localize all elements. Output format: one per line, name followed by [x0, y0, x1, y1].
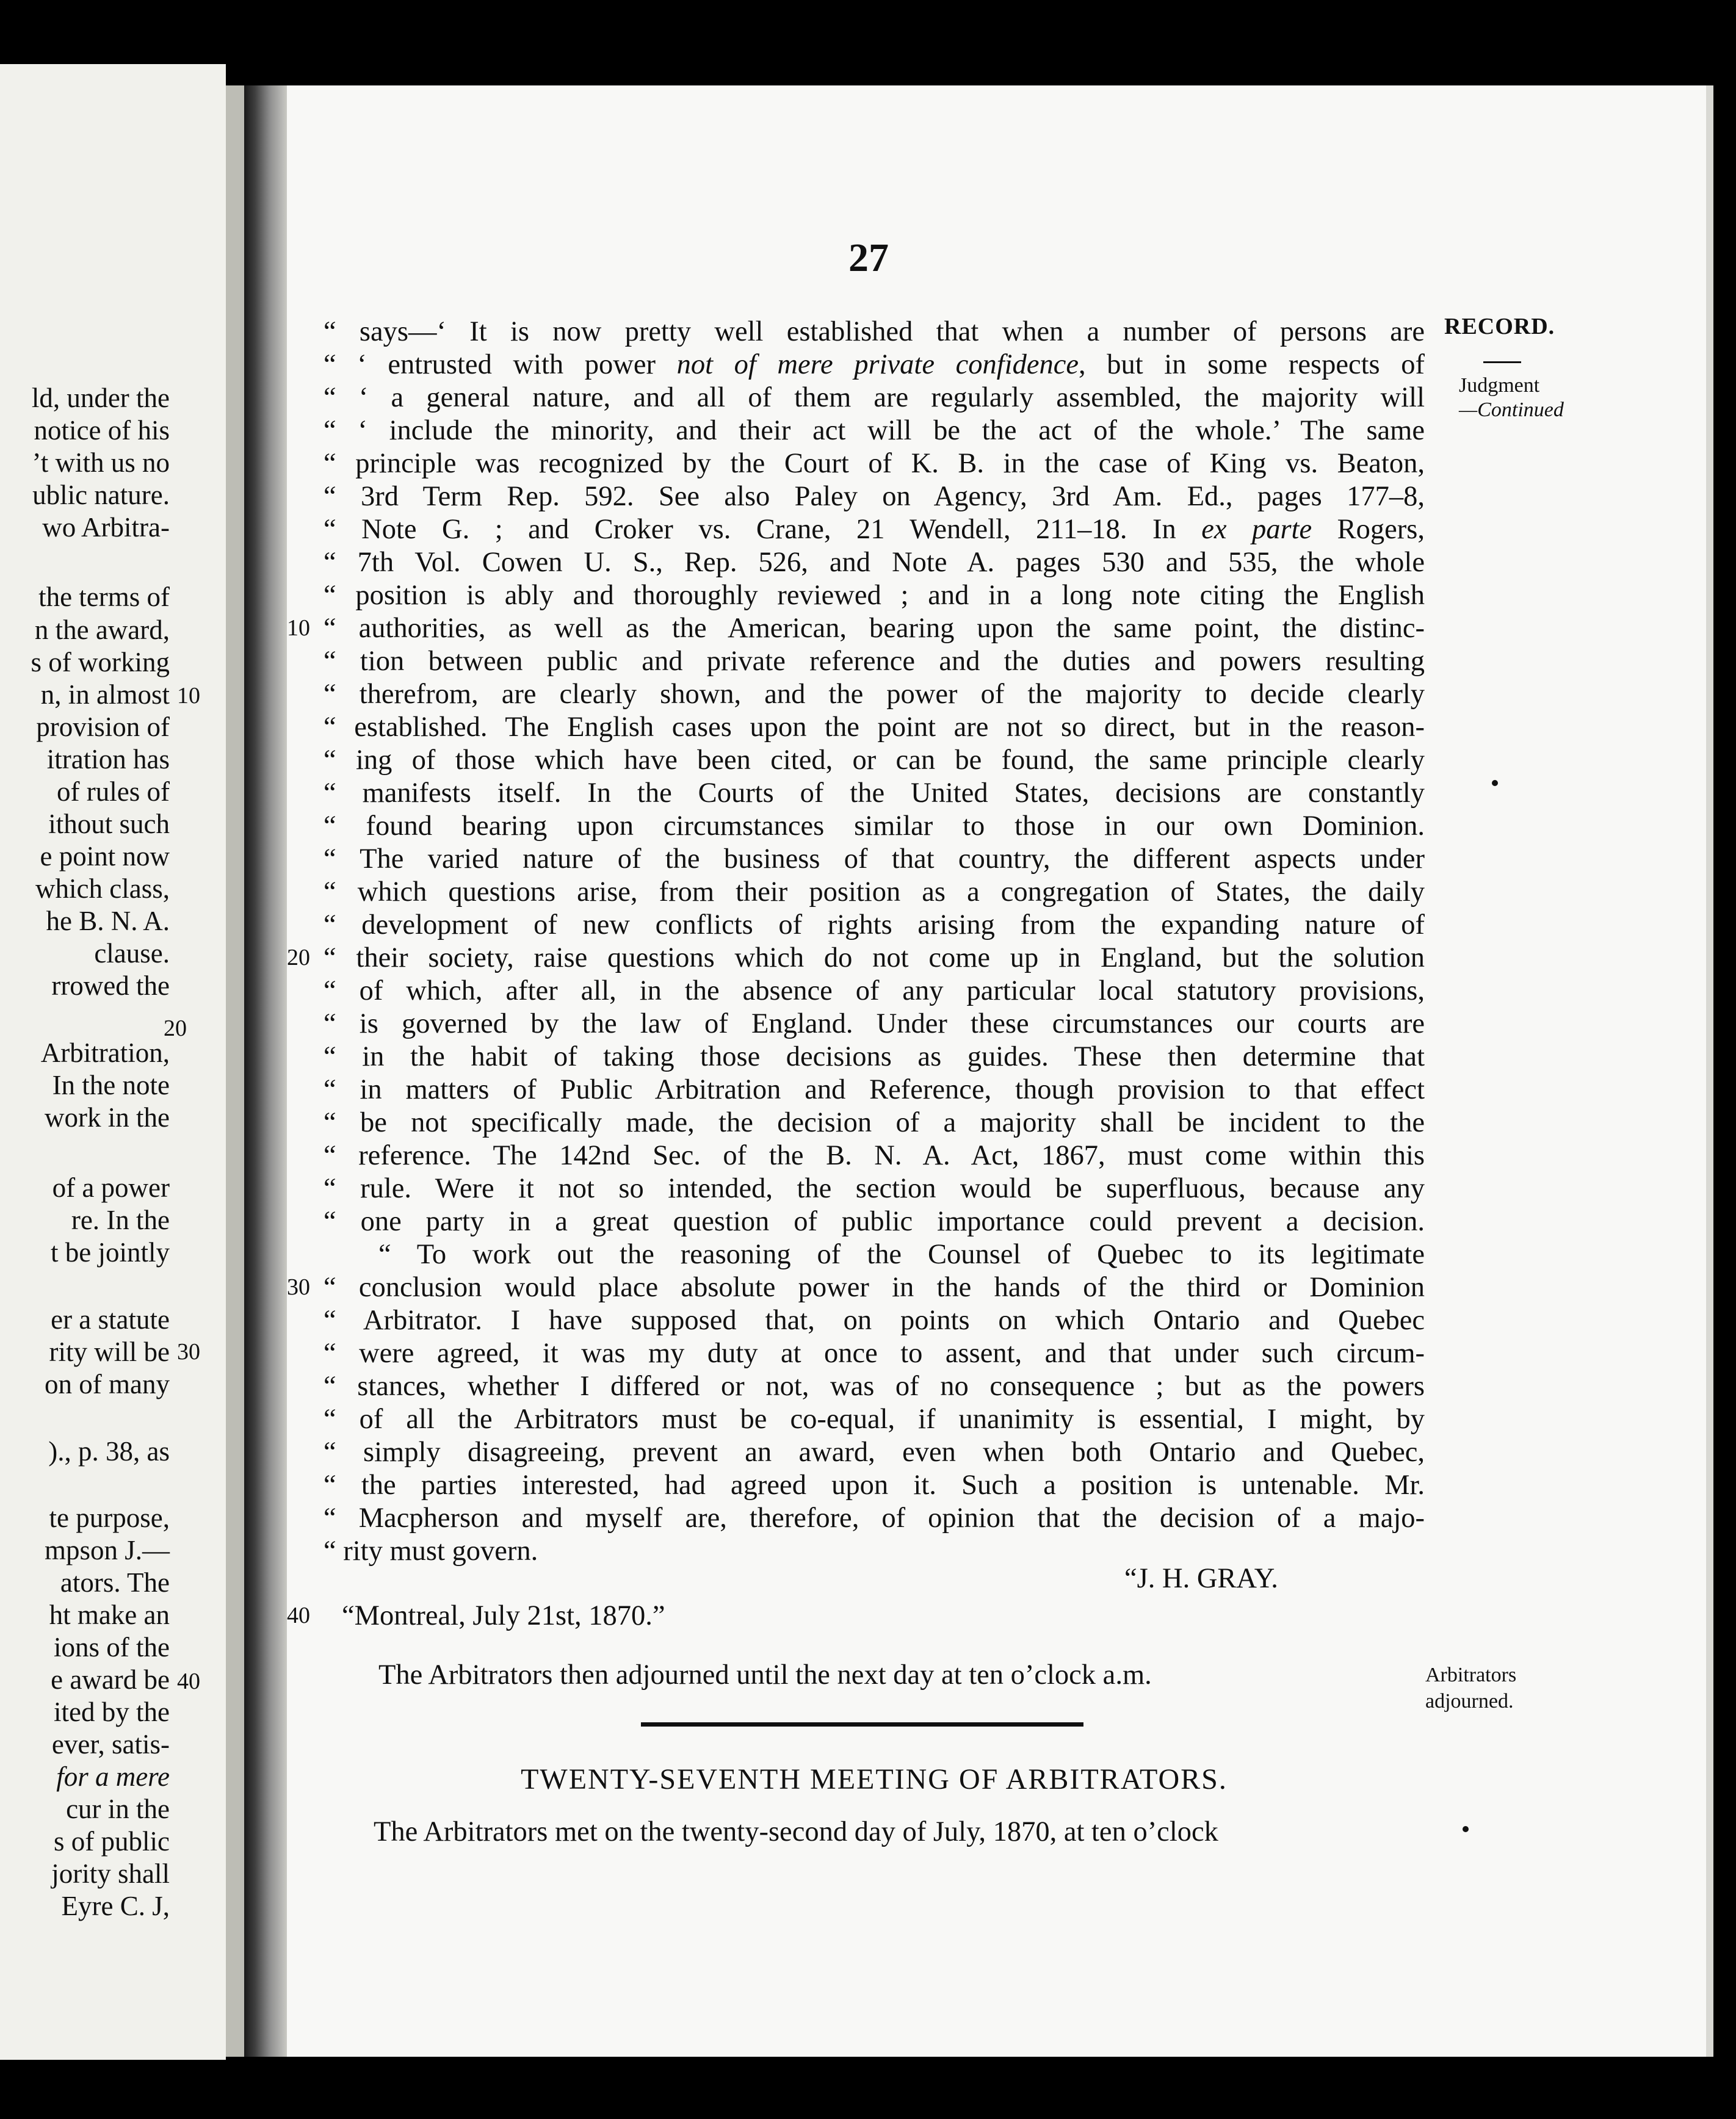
meeting-opening-line: The Arbitrators met on the twenty-second day of July, 1870, at ten o’clock: [374, 1816, 1218, 1847]
body-line: “ reference. The 142nd Sec. of the B. N. A. Act, 1867, must come within this: [324, 1140, 1425, 1171]
left-text-line: er a statute: [51, 1304, 170, 1335]
left-text-line: ever, satis-: [51, 1729, 170, 1760]
left-text-line: t be jointly: [51, 1237, 170, 1268]
body-line: “ principle was recognized by the Court of K. B. in the case of King vs. Beaton,: [324, 448, 1425, 479]
section-divider: [641, 1722, 1083, 1727]
left-text-line: s of working: [31, 647, 170, 677]
left-line-number: 20: [164, 1016, 187, 1041]
left-text-line: jority shall: [51, 1858, 170, 1889]
body-line: “ simply disagreeing, prevent an award, even when both Ontario and Quebec,: [324, 1437, 1425, 1468]
body-line: “ established. The English cases upon the point are not so direct, but in the reason-: [324, 712, 1425, 743]
body-line: “ development of new conflicts of rights arising from the expanding nature of: [324, 909, 1425, 940]
body-line: “ ‘ entrusted with power not of mere private confidence, but in some respects of: [324, 349, 1425, 380]
body-line: “ tion between public and private reference and the duties and powers resulting: [324, 646, 1425, 677]
body-line: “ in matters of Public Arbitration and Reference, though provision to that effect: [324, 1074, 1425, 1105]
left-text-line: ld, under the: [31, 383, 170, 413]
line-number-30: 30: [287, 1274, 310, 1300]
left-text-line: of rules of: [57, 776, 170, 807]
body-line: “ ‘ include the minority, and their act will be the act of the whole.’ The same: [324, 415, 1425, 446]
left-text-line: s of public: [54, 1826, 170, 1857]
left-text-line: rrowed the: [51, 970, 170, 1001]
body-line: “ which questions arise, from their position as a congregation of States, the daily: [324, 876, 1425, 908]
body-line: “ The varied nature of the business of that country, the different aspects under: [324, 843, 1425, 875]
body-line: “ found bearing upon circumstances similar to those in our own Dominion.: [324, 810, 1425, 842]
left-text-line: clause.: [94, 938, 170, 969]
body-line: “ in the habit of taking those decisions as guides. These then determine that: [324, 1041, 1425, 1072]
left-text-line: ators. The: [60, 1567, 170, 1598]
page-number: 27: [848, 236, 889, 280]
left-text-line: on of many: [45, 1369, 170, 1399]
left-text-line: work in the: [45, 1102, 170, 1133]
left-line-number: 40: [177, 1669, 200, 1694]
body-line: “ ‘ a general nature, and all of them are regularly assembled, the majority will: [324, 382, 1425, 413]
left-text-line: ublic nature.: [32, 480, 170, 510]
left-text-line: re. In the: [71, 1205, 170, 1235]
ink-dot: [1492, 780, 1498, 786]
dateline: “Montreal, July 21st, 1870.”: [342, 1600, 665, 1631]
body-line: “ therefrom, are clearly shown, and the power of the majority to decide clearly: [324, 679, 1425, 710]
continued-sidenote: —Continued: [1459, 399, 1564, 421]
left-text-line: the terms of: [38, 582, 170, 612]
left-text-line: te purpose,: [49, 1503, 170, 1533]
body-line: “ Arbitrator. I have supposed that, on points on which Ontario and Quebec: [324, 1305, 1425, 1336]
left-text-line: rity will be: [49, 1337, 170, 1367]
body-line: “ of all the Arbitrators must be co-equal, if unanimity is essential, I might, by: [324, 1404, 1425, 1435]
left-text-line: provision of: [36, 712, 170, 742]
line-number-10: 10: [287, 615, 310, 641]
left-text-line: ’t with us no: [32, 447, 170, 478]
left-text-line: cur in the: [66, 1794, 170, 1824]
body-line: “ be not specifically made, the decision of a majority shall be incident to the: [324, 1107, 1425, 1138]
body-line: “ rule. Were it not so intended, the section would be superfluous, because any: [324, 1173, 1425, 1204]
left-text-line: )., p. 38, as: [48, 1436, 170, 1467]
left-text-line: Eyre C. J,: [61, 1891, 170, 1921]
ink-dot: [1463, 1826, 1469, 1832]
record-label: RECORD.: [1444, 314, 1555, 339]
left-text-line: In the note: [52, 1070, 170, 1100]
left-text-line: of a power: [52, 1172, 170, 1203]
body-line: “ says—‘ It is now pretty well established that when a number of persons are: [324, 316, 1425, 347]
body-line: “ authorities, as well as the American, bearing upon the same point, the distinc-: [324, 613, 1425, 644]
record-rule: [1483, 361, 1521, 363]
body-line: “ is governed by the law of England. Under these circumstances our courts are: [324, 1008, 1425, 1039]
left-text-line: he B. N. A.: [46, 906, 170, 936]
left-text-line: notice of his: [34, 415, 170, 446]
left-page-edge: [226, 85, 244, 2057]
body-line: “ one party in a great question of public importance could prevent a decision.: [324, 1206, 1425, 1237]
body-line: “ of which, after all, in the absence of any particular local statutory provisions,: [324, 975, 1425, 1006]
left-text-line: mpson J.—: [44, 1535, 170, 1565]
left-text-line: Arbitration,: [40, 1038, 170, 1068]
body-line: “ were agreed, it was my duty at once to assent, and that under such circum-: [324, 1338, 1425, 1369]
body-line: “ ing of those which have been cited, or can be found, the same principle clearly: [324, 745, 1425, 776]
left-page-fragment: [0, 64, 226, 2060]
left-text-line: n the award,: [34, 615, 170, 645]
adjournment-sentence: The Arbitrators then adjourned until the next day at ten o’clock a.m.: [378, 1659, 1152, 1691]
left-text-line: wo Arbitra-: [42, 512, 170, 543]
body-line: “ To work out the reasoning of the Counsel of Quebec to its legitimate: [378, 1239, 1425, 1270]
left-text-line: ithout such: [48, 809, 170, 839]
left-text-line: ht make an: [49, 1600, 170, 1630]
left-text-line: for a mere: [56, 1761, 170, 1792]
adjourned-sidenote-line2: adjourned.: [1425, 1690, 1514, 1713]
line-number-20: 20: [287, 945, 310, 970]
adjourned-sidenote-line1: Arbitrators: [1425, 1664, 1517, 1686]
book-gutter-shadow: [244, 85, 287, 2057]
left-text-line: itration has: [46, 744, 170, 774]
left-text-line: ions of the: [54, 1632, 170, 1662]
body-line: “ 3rd Term Rep. 592. See also Paley on Agency, 3rd Am. Ed., pages 177–8,: [324, 481, 1425, 512]
body-line: “ position is ably and thoroughly reviewed ; and in a long note citing the English: [324, 580, 1425, 611]
left-text-line: n, in almost: [40, 679, 170, 710]
body-line: “ stances, whether I differed or not, was of no consequence ; but as the powers: [324, 1371, 1425, 1402]
body-line: “ Macpherson and myself are, therefore, of opinion that the decision of a majo-: [324, 1503, 1425, 1534]
left-line-number: 30: [177, 1339, 200, 1365]
meeting-heading: TWENTY-SEVENTH MEETING OF ARBITRATORS.: [521, 1763, 1228, 1796]
body-line: “ 7th Vol. Cowen U. S., Rep. 526, and Note A. pages 530 and 535, the whole: [324, 547, 1425, 578]
line-number-40: 40: [287, 1603, 310, 1628]
right-page-edge: [1706, 85, 1713, 2057]
body-line: “ manifests itself. In the Courts of the United States, decisions are constantly: [324, 778, 1425, 809]
left-line-number: 10: [177, 683, 200, 709]
body-line: “ conclusion would place absolute power in the hands of the third or Dominion: [324, 1272, 1425, 1303]
body-line: “ the parties interested, had agreed upon it. Such a position is untenable. Mr.: [324, 1470, 1425, 1501]
left-text-line: ited by the: [54, 1697, 170, 1727]
body-line: “ Note G. ; and Croker vs. Crane, 21 Wendell, 211–18. In ex parte Rogers,: [324, 514, 1425, 545]
left-text-line: e point now: [40, 841, 170, 872]
signature: “J. H. GRAY.: [1124, 1563, 1278, 1594]
body-line: “ rity must govern.: [324, 1536, 538, 1567]
left-text-line: e award be: [51, 1664, 170, 1695]
judgment-sidenote: Judgment: [1459, 374, 1540, 397]
body-line: “ their society, raise questions which do not come up in England, but the solution: [324, 942, 1425, 973]
left-text-line: which class,: [35, 873, 170, 904]
